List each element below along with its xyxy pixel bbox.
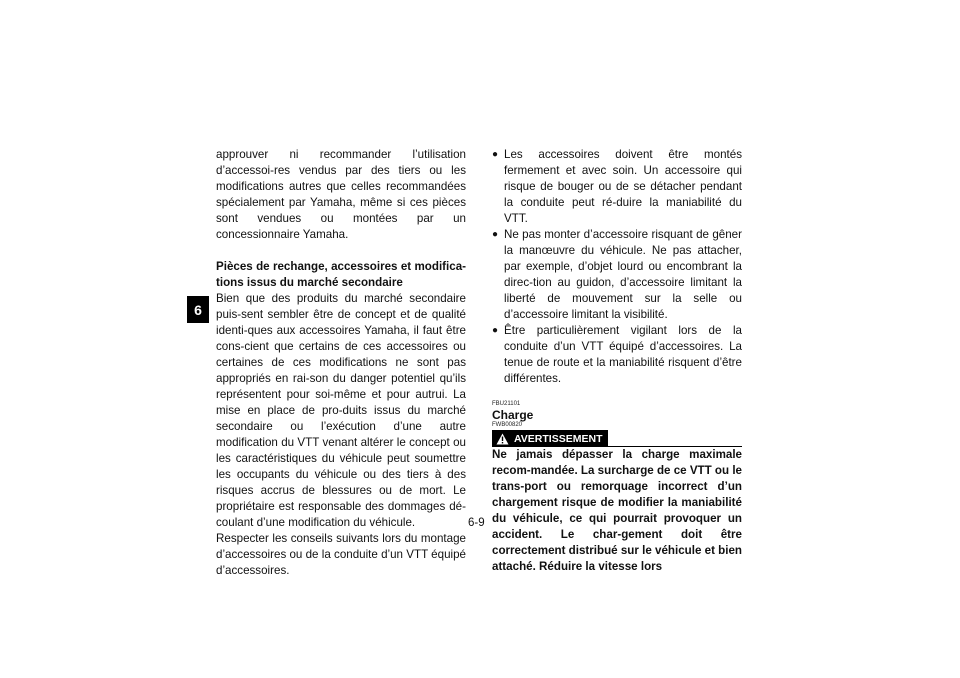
bullet-item	[492, 323, 742, 387]
chapter-tab: 6	[187, 296, 209, 323]
warning-label: AVERTISSEMENT	[514, 432, 603, 445]
warning-banner	[492, 430, 742, 447]
bullet-text: Être particulièrement vigilant lors de la conduite d’un VTT équipé d’accessoires. La tenue de route et la maniabilité risquent d’être différentes.	[504, 324, 742, 385]
bullet-icon: ●	[492, 229, 499, 240]
section-heading: Pièces de rechange, accessoires et modifica-tions issus du marché secondaire	[216, 260, 466, 289]
bullet-text: Ne pas monter d’accessoire risquant de gêner la manœuvre du véhicule. Ne pas attacher, par exemple, d’objet lourd ou encombrant la direc-tion au guidon, d’accessoire limitant la liberté de mouvement sur la selle ou d’accessoire limitant la visibilité.	[504, 228, 742, 321]
left-column	[216, 147, 466, 579]
bullet-text: Les accessoires doivent être montés fermement et avec soin. Un accessoire qui risque de bouger ou de se détacher pendant la conduite peut ré-duire la maniabilité du VTT.	[504, 148, 742, 225]
warning-triangle-icon	[496, 433, 509, 445]
bullet-item	[492, 227, 742, 323]
intro-paragraph: approuver ni recommander l’utilisation d’accessoi-res vendus par des tiers ou les modifications autres que celles recommandées spécialement par Yamaha, même si ces pièces sont vendues ou montées par un concessionnaire Yamaha.	[216, 148, 466, 241]
section-title: Charge	[492, 408, 534, 422]
right-column	[492, 147, 742, 575]
warning-text: Ne jamais dépasser la charge maximale recom-mandée. La surcharge de ce VTT ou le trans-port ou remorquage incorrect d’un chargement risque de modifier la maniabilité du véhicule, ce qui pourrait provoquer un accident. Le char-gement doit être correctement distribué sur le véhicule et bien attaché. Réduire la vitesse lors	[492, 448, 742, 573]
warning-badge	[492, 430, 608, 447]
body-paragraph-advice: Respecter les conseils suivants lors du montage d’accessoires ou de la conduite d’un VTT équipé d’accessoires.	[216, 532, 466, 577]
bullet-item	[492, 147, 742, 227]
warning-code: FWB00820	[492, 422, 523, 428]
bullet-icon: ●	[492, 149, 499, 160]
body-paragraph: Bien que des produits du marché secondaire puis-sent sembler être de concept et de qualité identi-ques aux accessoires Yamaha, il faut être cons-cient que certains de ces accessoires ou certaines de ces modifications ne sont pas appropriés en rai-son du danger potentiel qu’ils représentent pour soi-même et pour autrui. La mise en place de pro-duits issus du marché secondaire ou l’exécution d’une autre modification du VTT venant altérer le concept ou les caractéristiques du véhicule peut soumettre les occupants du véhicule ou des tiers à des risques accrus de blessures ou de mort. Le propriétaire est responsable des dommages dé-coulant d’une modification du véhicule.	[216, 292, 466, 529]
page-number: 6-9	[468, 517, 485, 529]
bullet-icon: ●	[492, 325, 499, 336]
section-code: FBU21101	[492, 401, 521, 407]
